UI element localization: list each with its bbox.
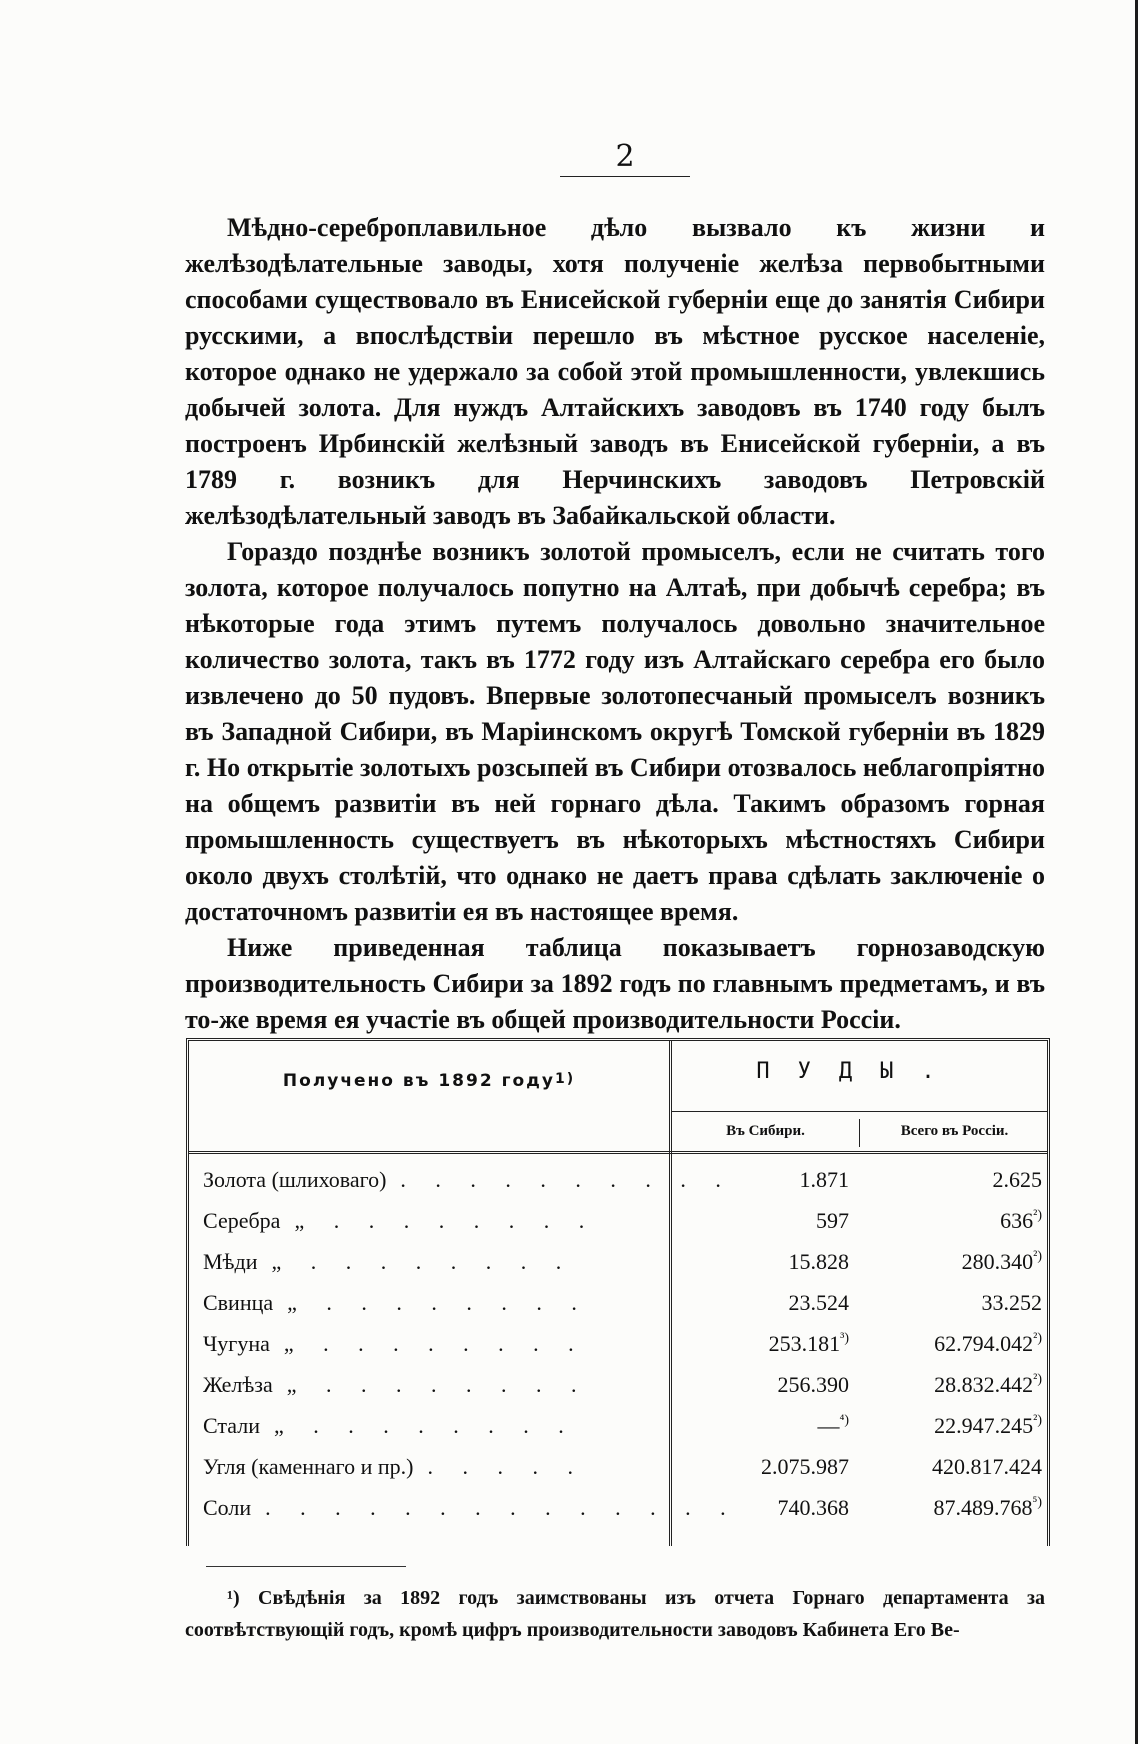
leader-dots: „ . . . . . . . .: [287, 1290, 589, 1315]
footnote-ref: ²): [1033, 1208, 1042, 1223]
value-siberia-number: 15.828: [788, 1249, 849, 1274]
table-header-unit: ПУДЫ.: [756, 1059, 963, 1084]
value-russia-number: 62.794.042: [934, 1331, 1034, 1356]
value-russia: [862, 1495, 1042, 1521]
row-label: Угля (каменнаго и пр.): [203, 1454, 414, 1479]
value-siberia-number: 1.871: [799, 1167, 849, 1192]
value-siberia-number: 597: [816, 1208, 849, 1233]
table-row: [189, 1163, 1047, 1203]
value-siberia: [672, 1167, 849, 1193]
footnote-ref: ²): [1033, 1249, 1042, 1264]
value-russia-number: 2.625: [992, 1167, 1042, 1192]
value-russia: [862, 1290, 1042, 1316]
row-label: Золота (шлиховаго): [203, 1167, 387, 1192]
value-russia-number: 636: [1000, 1208, 1034, 1233]
row-label: Соли: [203, 1495, 252, 1520]
table-header-label: Получено въ 1892 году: [282, 1071, 555, 1091]
value-siberia: [672, 1249, 849, 1275]
leader-dots: . . . . .: [427, 1454, 585, 1479]
footnote: [185, 1582, 1045, 1646]
footnote-rule: [206, 1566, 406, 1567]
paragraph: Мѣдно-сереброплавильное дѣло вызвало къ жизни и желѣзодѣлательные заводы, хотя полученіе желѣза первобытными способами существовало въ Енисейской губерніи еще до занятія Сибири русскими, а впослѣдствіи перешло въ мѣстное русское населеніе, которое однако не удержало за собой этой промышленности, увлекшись добычей золота. Для нуждъ Алтайскихъ заводовъ въ 1740 году былъ построенъ Ирбинскій желѣзный заводъ въ Енисейской губерніи, а въ 1789 г. возникъ для Нерчинскихъ заводовъ Петровскій желѣзодѣлательный заводъ въ Забайкальской области.: [185, 213, 1045, 530]
table-row: [189, 1368, 1047, 1408]
production-table: [186, 1038, 1050, 1546]
footnote-ref: ²): [1033, 1413, 1042, 1428]
leader-dots: „ . . . . . . . .: [283, 1331, 586, 1356]
value-russia-number: 280.340: [961, 1249, 1034, 1274]
value-russia-number: 420.817.424: [932, 1454, 1042, 1479]
footnote-ref: ²): [1033, 1372, 1042, 1387]
value-russia-number: 33.252: [981, 1290, 1042, 1315]
footnote-ref: ⁵): [1032, 1495, 1042, 1510]
footnote-text: ¹) Свѣдѣнія за 1892 годъ заимствованы изъ отчета Горнаго департамента за соотвѣтствующій годъ, кромѣ цифръ производительности заводовъ Кабинета Его Ве-: [185, 1587, 1045, 1641]
value-siberia: [672, 1372, 849, 1398]
value-siberia: [672, 1290, 849, 1316]
value-siberia: [672, 1454, 849, 1480]
leader-dots: „ . . . . . . . .: [286, 1372, 589, 1397]
table-row: [189, 1204, 1047, 1244]
row-label: Серебра: [203, 1208, 281, 1233]
body-text: [185, 210, 1045, 1038]
value-siberia-number: 740.368: [777, 1495, 849, 1520]
row-label: Желѣза: [203, 1372, 273, 1397]
leader-dots: „ . . . . . . . .: [273, 1413, 576, 1438]
table-row: [189, 1450, 1047, 1490]
table-header-item: [189, 1071, 669, 1091]
row-label: Свинца: [203, 1290, 274, 1315]
value-russia: [862, 1167, 1042, 1193]
value-siberia-number: 23.524: [788, 1290, 849, 1315]
leader-dots: „ . . . . . . . .: [294, 1208, 597, 1233]
value-siberia: [672, 1495, 849, 1521]
page-number: 2: [560, 140, 690, 177]
value-siberia-number: 256.390: [777, 1372, 849, 1397]
value-siberia: [672, 1413, 849, 1439]
value-russia: [862, 1208, 1042, 1234]
table-row: [189, 1245, 1047, 1285]
table-header-siberia: Въ Сибири.: [726, 1123, 805, 1139]
table-header-russia: Всего въ Россіи.: [900, 1123, 1009, 1139]
table-divider: [859, 1119, 860, 1147]
row-label: Стали: [203, 1413, 260, 1438]
footnote-ref: ³): [840, 1331, 849, 1346]
table-rule: [189, 1151, 1047, 1154]
value-siberia: [672, 1208, 849, 1234]
value-russia: [862, 1249, 1042, 1275]
value-russia: [862, 1413, 1042, 1439]
paragraph: Гораздо позднѣе возникъ золотой промыселъ, если не считать того золота, которое получалось попутно на Алтаѣ, при добычѣ серебра; въ нѣкоторые года этимъ путемъ получалось довольно значительное количество золота, такъ въ 1772 году изъ Алтайскаго серебра его было извлечено до 50 пудовъ. Впервые золотопесчаный промыселъ возникъ въ Западной Сибири, въ Маріинскомъ округѣ Томской губерніи въ 1829 г. Но открытіе золотыхъ розсыпей въ Сибири отозвалось неблагопріятно на общемъ развитіи въ ней горнаго дѣла. Такимъ образомъ горная промышленность существуетъ въ нѣкоторыхъ мѣстностяхъ Сибири около двухъ столѣтій, что однако не даетъ права сдѣлать заключеніе о достаточномъ развитіи ея въ настоящее время.: [185, 537, 1045, 926]
footnote-ref: 1): [554, 1071, 576, 1087]
leader-dots: „ . . . . . . . .: [271, 1249, 574, 1274]
value-siberia-number: 2.075.987: [761, 1454, 849, 1479]
row-label: Чугуна: [203, 1331, 270, 1356]
value-russia: [862, 1331, 1042, 1357]
row-label: Мѣди: [203, 1249, 258, 1274]
leader-dots: . . . . . . . . . . . . . .: [265, 1495, 738, 1520]
table-row: [189, 1491, 1047, 1531]
paragraph: Ниже приведенная таблица показываетъ горнозаводскую производительность Сибири за 1892 годъ по главнымъ предметамъ, и въ то-же время ея участіе въ общей производительности Россіи.: [185, 933, 1045, 1034]
value-russia-number: 28.832.442: [934, 1372, 1034, 1397]
table-row: [189, 1286, 1047, 1326]
leader-dots: . . . . . . . . . .: [400, 1167, 733, 1192]
footnote-ref: ⁴): [839, 1413, 849, 1428]
value-russia: [862, 1454, 1042, 1480]
table-row: [189, 1327, 1047, 1367]
footnote-ref: ²): [1033, 1331, 1042, 1346]
value-siberia-number: 253.181: [768, 1331, 841, 1356]
page-edge: [1135, 0, 1138, 1744]
value-siberia: [672, 1331, 849, 1357]
table-rule: [672, 1111, 1047, 1112]
table-row: [189, 1409, 1047, 1449]
value-siberia-number: —: [817, 1413, 840, 1438]
value-russia-number: 87.489.768: [933, 1495, 1033, 1520]
value-russia-number: 22.947.245: [934, 1413, 1034, 1438]
value-russia: [862, 1372, 1042, 1398]
